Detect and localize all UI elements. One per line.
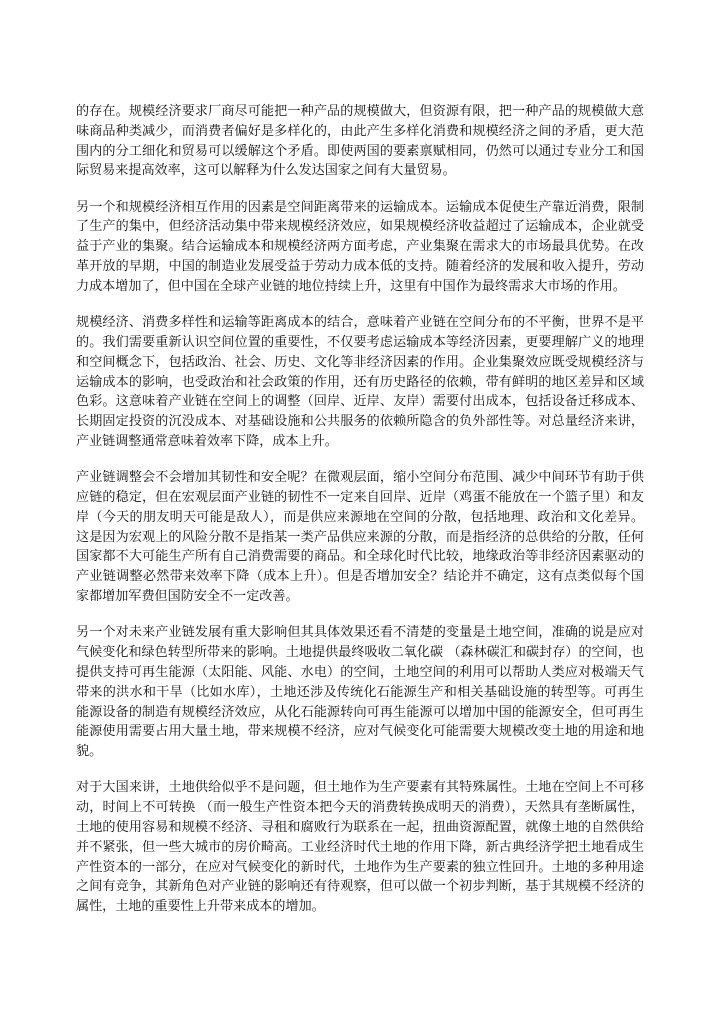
document-body: [76, 102, 644, 933]
paragraph-1: 的存在。规模经济要求厂商尽可能把一种产品的规模做大，但资源有限，把一种产品的规模做大意味商品种类减少，而消费者偏好是多样化的，由此产生多样化消费和规模经济之间的矛盾，更大范围内的分工细化和贸易可以缓解这个矛盾。即使两国的要素禀赋相同，仍然可以通过专业分工和国际贸易来提高效率，这可以解释为什么发达国家之间有大量贸易。: [76, 104, 644, 179]
paragraph-5: 另一个对未来产业链发展有重大影响但其具体效果还看不清楚的变量是土地空间，准确的说是应对气候变化和绿色转型所带来的影响。土地提供最终吸收二氧化碳 （森林碳汇和碳封存）的空间，也提供支持可再生能源（太阳能、风能、水电）的空间，土地空间的利用可以帮助人类应对极端天气带来的洪水和干旱（比如水库），土地还涉及传统化石能源生产和相关基础设施的转型等。可再生能源设备的制造有规模经济效应，从化石能源转向可再生能源可以增加中国的能源安全，但可再生能源使用需要占用大量土地，带来规模不经济，应对气候变化可能需要大规模改变土地的用途和地貌。: [76, 625, 644, 760]
paragraph-3: 规模经济、消费多样性和运输等距离成本的结合，意味着产业链在空间分布的不平衡，世界不是平的。我们需要重新认识空间位置的重要性，不仅要考虑运输成本等经济因素，更要理解广义的地理和空间概念下，包括政治、社会、历史、文化等非经济因素的作用。企业集聚效应既受规模经济与运输成本的影响，也受政治和社会政策的作用，还有历史路径的依赖，带有鲜明的地区差异和区域色彩。这意味着产业链在空间上的调整（回岸、近岸、友岸）需要付出成本，包括设备迁移成本、长期固定投资的沉没成本、对基础设施和公共服务的依赖所隐含的负外部性等。对总量经济来讲，产业链调整通常意味着效率下降，成本上升。: [76, 315, 644, 449]
paragraph-6: 对于大国来讲，土地供给似乎不是问题，但土地作为生产要素有其特殊属性。土地在空间上不可移动，时间上不可转换 （而一般生产性资本把今天的消费转换成明天的消费），天然具有垄断属性，土地的使用容易和规模不经济、寻租和腐败行为联系在一起，扭曲资源配置，就像土地的自然供给并不紧张，但一些大城市的房价畸高。工业经济时代土地的作用下降，新古典经济学把土地看成生产性资本的一部分，在应对气候变化的新时代，土地作为生产要素的独立性回升。土地的多种用途之间有竞争，其新角色对产业链的影响还有待观察，但可以做一个初步判断，基于其规模不经济的属性，土地的重要性上升带来成本的增加。: [76, 780, 644, 915]
paragraph-2: 另一个和规模经济相互作用的因素是空间距离带来的运输成本。运输成本促使生产靠近消费，限制了生产的集中，但经济活动集中带来规模经济效应，如果规模经济收益超过了运输成本，企业就受益于产业的集聚。结合运输成本和规模经济两方面考虑，产业集聚在需求大的市场最具优势。在改革开放的早期，中国的制造业发展受益于劳动力成本低的支持。随着经济的发展和收入提升，劳动力成本增加了，但中国在全球产业链的地位持续上升，这里有中国作为最终需求大市场的作用。: [76, 199, 644, 294]
paragraph-4: 产业链调整会不会增加其韧性和安全呢？在微观层面，缩小空间分布范围、减少中间环节有助于供应链的稳定，但在宏观层面产业链的韧性不一定来自回岸、近岸（鸡蛋不能放在一个篮子里）和友岸（今天的朋友明天可能是敌人），而是供应来源地在空间的分散，包括地理、政治和文化差异。这是因为宏观上的风险分散不是指某一类产品供应来源的分散，而是指经济的总供给的分散，任何国家都不大可能生产所有自己消费需要的商品。和全球化时代比较，地缘政治等非经济因素驱动的产业链调整必然带来效率下降（成本上升）。但是否增加安全？结论并不确定，这有点类似每个国家都增加军费但国防安全不一定改善。: [76, 470, 644, 605]
